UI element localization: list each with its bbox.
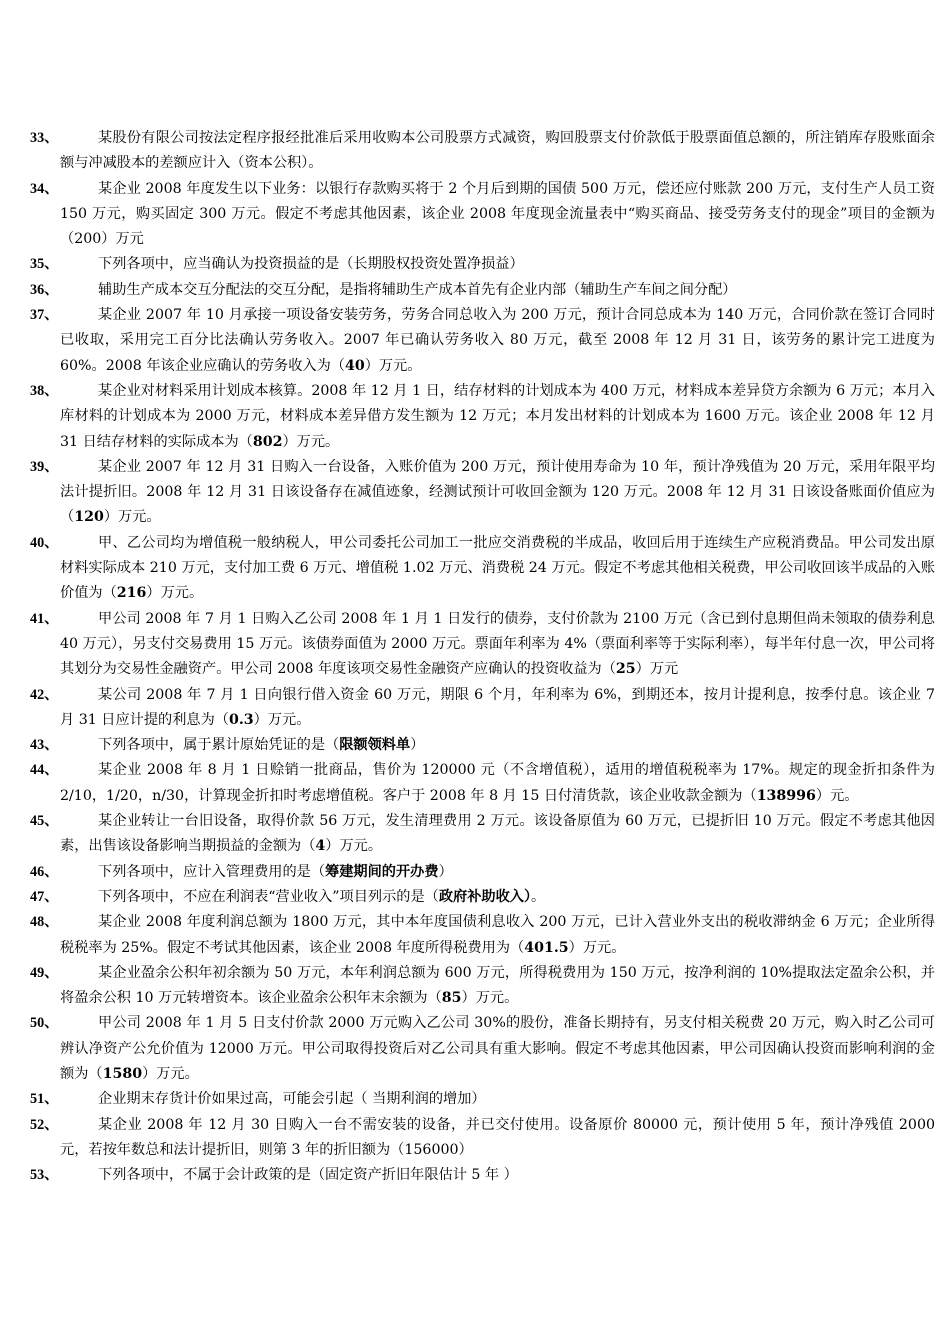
question-item <box>30 885 935 910</box>
question-text-segment: 甲公司 2008 年 1 月 5 日支付价款 2000 万元购入乙公司 30%的股份，准备长期持有，另支付相关税费 20 万元，购入时乙公司可辨认净资产公允价值为 12000 万元。甲公司取得投资后对乙公司具有重大影响。假定不考虑其他因素，甲公司因确认投资而影响利润的金额为（ <box>60 1015 935 1082</box>
question-text-segment: 企业期末存货计价如果过高，可能会引起（ 当期利润的增加） <box>98 1091 486 1108</box>
question-text-segment: ）万元。 <box>364 357 422 374</box>
question-text <box>60 1163 935 1188</box>
question-number: 42、 <box>30 686 59 703</box>
question-text-segment: 某企业盈余公积年初余额为 50 万元，本年利润总额为 600 万元，所得税费用为 150 万元，按净利润的 10%提取法定盈余公积，并将盈余公积 10 万元转增资本。该企业盈余公积年末余额为（ <box>60 964 935 1007</box>
answer-text: 筹建期间的开办费 <box>325 863 439 880</box>
question-text-segment: ） <box>438 863 453 880</box>
question-item <box>30 1163 935 1188</box>
question-item <box>30 126 935 177</box>
question-item <box>30 1087 935 1112</box>
question-text <box>60 379 935 455</box>
question-text-segment: ） <box>410 737 425 754</box>
question-text-segment: ）万元。 <box>253 711 311 728</box>
question-text-segment: ）万元。 <box>325 838 383 855</box>
question-number: 40、 <box>30 534 59 551</box>
question-item <box>30 758 935 809</box>
question-text <box>60 531 935 607</box>
question-text <box>60 910 935 961</box>
answer-text: 120 <box>74 509 104 526</box>
question-text-segment: ）万元。 <box>461 990 519 1007</box>
question-number: 44、 <box>30 762 59 779</box>
question-item <box>30 1113 935 1164</box>
answer-text: 政府补助收入） <box>438 888 532 905</box>
question-text-segment: 某企业 2008 年 12 月 30 日购入一台不需安装的设备，并已交付使用。设备原价 80000 元，预计使用 5 年，预计净残值 2000 元，若按年数总和法计提折旧，则第 3 年的折旧额为（156000） <box>60 1116 935 1158</box>
question-text-segment: 某企业 2007 年 10 月承接一项设备安装劳务，劳务合同总收入为 200 万元，预计合同总成本为 140 万元，合同价款在签订合同时已收取，采用完工百分比法确认劳务收入。2007 年已确认劳务收入 80 万元，截至 2008 年 12 月 31 日，该劳务的累计完工进度为60%。2008 年该企业应确认的劳务收入为（ <box>60 307 935 374</box>
question-text-segment: 。 <box>531 888 546 905</box>
question-text-segment: 甲、乙公司均为增值税一般纳税人，甲公司委托公司加工一批应交消费税的半成品，收回后用于连续生产应税消费品。甲公司发出原材料实际成本 210 万元，支付加工费 6 万元、增值税 1.02 万元、消费税 24 万元。假定不考虑其他相关税费，甲公司收回该半成品的入账价值为（ <box>60 534 935 602</box>
question-item <box>30 961 935 1012</box>
question-number: 50、 <box>30 1015 59 1032</box>
answer-text: 1580 <box>102 1065 143 1082</box>
question-item <box>30 278 935 303</box>
question-text-segment: ）万元。 <box>142 1065 199 1082</box>
question-text-segment: 辅助生产成本交互分配法的交互分配，是指将辅助生产成本首先有企业内部（辅助生产车间之间分配） <box>98 281 737 298</box>
question-item <box>30 860 935 885</box>
question-item <box>30 379 935 455</box>
question-text-segment: 某股份有限公司按法定程序报经批准后采用收购本公司股票方式减资，购回股票支付价款低于股票面值总额的，所注销库存股账面余额与冲减股本的差额应计入（资本公积）。 <box>60 130 935 172</box>
question-text-segment: 下列各项中，不属于会计政策的是（固定资产折旧年限估计 5 年 ） <box>98 1167 518 1184</box>
question-text-segment: 某企业转让一台旧设备，取得价款 56 万元，发生清理费用 2 万元。该设备原值为 60 万元，已提折旧 10 万元。假定不考虑其他因素，出售该设备影响当期损益的金额为（ <box>60 813 935 855</box>
question-text-segment: 某企业 2008 年度利润总额为 1800 万元，其中本年度国债利息收入 200 万元，已计入营业外支出的税收滞纳金 6 万元；企业所得税税率为 25%。假定不考试其他因素，该企业 2008 年度所得税费用为（ <box>60 914 935 956</box>
question-text-segment: 下列各项中，应计入管理费用的是（ <box>98 863 326 880</box>
question-item <box>30 607 935 683</box>
question-item <box>30 733 935 758</box>
question-item <box>30 1011 935 1087</box>
question-text <box>60 252 935 277</box>
question-number: 49、 <box>30 964 59 981</box>
question-number: 33、 <box>30 130 59 146</box>
question-text <box>60 733 935 758</box>
question-text-segment: 某企业 2007 年 12 月 31 日购入一台设备，入账价值为 200 万元，预计使用寿命为 10 年，预计净残值为 20 万元，采用年限平均法计提折旧。2008 年 12 月 31 日该设备存在减值迹象，经测试预计可收回金额为 120 万元。2008 年 12 月 31 日该设备账面价值应为（ <box>60 458 935 526</box>
question-number: 48、 <box>30 914 59 931</box>
question-text-segment: ）万元。 <box>146 585 204 602</box>
question-text <box>60 126 935 177</box>
question-item <box>30 177 935 253</box>
question-text <box>60 809 935 860</box>
question-text-segment: ）万元。 <box>282 433 340 450</box>
answer-text: 401.5 <box>524 939 569 956</box>
question-number: 43、 <box>30 737 59 754</box>
answer-text: 0.3 <box>228 711 254 728</box>
question-text-segment: 某企业 2008 年度发生以下业务：以银行存款购买将于 2 个月后到期的国债 500 万元，偿还应付账款 200 万元，支付生产人员工资 150 万元，购买固定 300 万元。假定不考虑其他因素，该企业 2008 年度现金流量表中“购买商品、接受劳务支付的现金”项目的金额为（200）万元 <box>60 180 935 248</box>
question-number: 46、 <box>30 863 59 880</box>
question-text <box>60 758 935 809</box>
question-number: 34、 <box>30 180 59 197</box>
question-text-segment: ）万元。 <box>103 509 161 526</box>
question-text-segment: 下列各项中，属于累计原始凭证的是（ <box>98 737 340 754</box>
question-number: 41、 <box>30 610 59 627</box>
question-item <box>30 531 935 607</box>
question-text-segment: 某企业 2008 年 8 月 1 日赊销一批商品，售价为 120000 元（不含增值税），适用的增值税税率为 17%。规定的现金折扣条件为 2/10，1/20，n/30，计算现金折扣时考虑增值税。客户于 2008 年 8 月 15 日付清货款，该企业收款金额为（ <box>60 762 935 804</box>
question-text <box>60 683 935 734</box>
question-item <box>30 455 935 531</box>
answer-text: 216 <box>116 585 147 602</box>
question-number: 51、 <box>30 1091 59 1108</box>
question-number: 39、 <box>30 458 59 475</box>
question-number: 47、 <box>30 888 59 905</box>
question-text <box>60 961 935 1012</box>
question-item <box>30 252 935 277</box>
question-number: 35、 <box>30 256 59 273</box>
answer-text: 138996 <box>756 787 816 804</box>
question-text-segment: ）元。 <box>815 787 859 804</box>
question-text-segment: 某企业对材料采用计划成本核算。2008 年 12 月 1 日，结存材料的计划成本为 400 万元，材料成本差异贷方余额为 6 万元；本月入库材料的计划成本为 2000 万元，材料成本差异借方发生额为 12 万元；本月发出材料的计划成本为 1600 万元。该企业 2008 年 12 月 31 日结存材料的实际成本为（ <box>60 382 935 450</box>
question-text-segment: 甲公司 2008 年 7 月 1 日购入乙公司 2008 年 1 月 1 日发行的债券，支付价款为 2100 万元（含已到付息期但尚未领取的债券利息 40 万元），另支付交易费用 15 万元。该债券面值为 2000 万元。票面年利率为 4%（票面利率等于实际利率），每半年付息一次，甲公司将其划分为交易性金融资产。甲公司 2008 年度该项交易性金融资产应确认的投资收益为（ <box>60 610 935 678</box>
question-text <box>60 885 935 910</box>
question-item <box>30 910 935 961</box>
question-text-segment: ）万元。 <box>568 939 626 956</box>
question-number: 38、 <box>30 382 59 399</box>
question-text <box>60 1113 935 1164</box>
question-text-segment: 下列各项中，应当确认为投资损益的是（长期股权投资处置净损益） <box>98 256 524 273</box>
question-text <box>60 278 935 303</box>
answer-text: 802 <box>252 433 283 450</box>
question-text-segment: ）万元 <box>635 661 679 678</box>
question-text <box>60 455 935 531</box>
answer-text: 限额领料单 <box>339 737 411 754</box>
question-text-segment: 下列各项中，不应在利润表“营业收入”项目列示的是（ <box>98 888 439 905</box>
answer-text: 25 <box>615 661 636 678</box>
answer-text: 85 <box>441 990 462 1007</box>
answer-text: 40 <box>344 357 365 374</box>
document-page <box>30 126 935 1188</box>
question-number: 37、 <box>30 307 59 324</box>
question-item <box>30 809 935 860</box>
question-text <box>60 860 935 885</box>
question-text-segment: 某公司 2008 年 7 月 1 日向银行借入资金 60 万元，期限 6 个月，年利率为 6%，到期还本，按月计提利息，按季付息。该企业 7 月 31 日应计提的利息为（ <box>60 686 935 728</box>
question-item <box>30 683 935 734</box>
question-text <box>60 1087 935 1112</box>
question-number: 45、 <box>30 813 59 830</box>
question-text <box>60 303 935 379</box>
question-number: 53、 <box>30 1167 59 1184</box>
question-number: 52、 <box>30 1116 59 1133</box>
question-text <box>60 177 935 253</box>
answer-text: 4 <box>315 838 326 855</box>
question-text <box>60 607 935 683</box>
question-item <box>30 303 935 379</box>
question-text <box>60 1011 935 1087</box>
question-number: 36、 <box>30 281 59 298</box>
